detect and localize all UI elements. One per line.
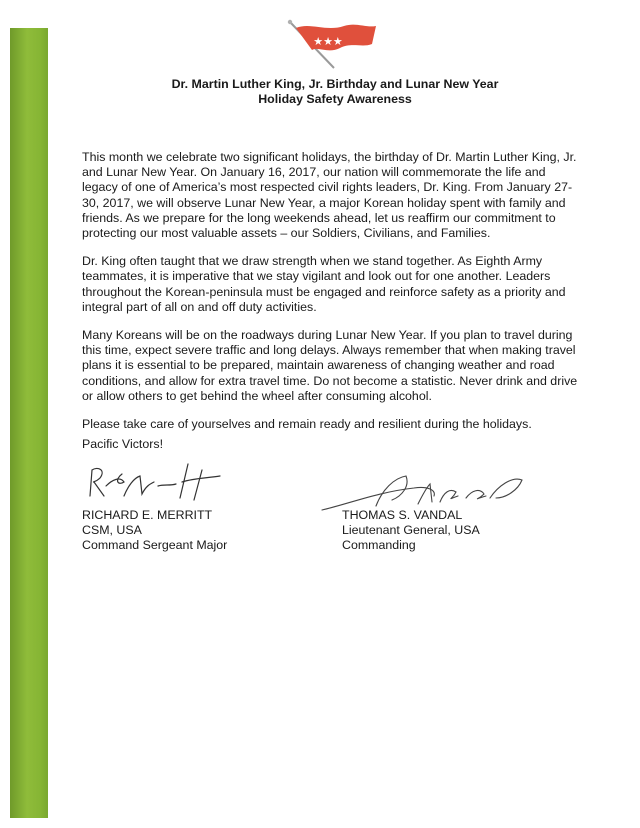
merritt-signature-icon [84,456,224,506]
signatory-name: RICHARD E. MERRITT [82,508,213,522]
title-line-2: Holiday Safety Awareness [258,92,412,106]
signatory-rank: CSM, USA [82,523,142,538]
closing-salutation: Pacific Victors! [82,437,164,451]
signature-block-vandal [342,508,480,554]
paragraph: Dr. King often taught that we draw strength when we stand together. As Eighth Army teammates, it is imperative that we stay vigilant and look out for one another. Leaders throughout the Korean-peninsula must be engaged and reinforce safety as a priority and integral part of all on and off duty activities. [82,254,566,314]
signatory-position: Commanding [342,538,416,553]
decorative-side-bar [10,28,48,818]
signature-block-merritt [82,508,227,554]
signatory-position: Command Sergeant Major [82,538,228,553]
three-star-general-flag-icon [282,18,382,70]
paragraph: Please take care of yourselves and remain ready and resilient during the holidays. [82,417,532,432]
flag-stars: ★★★ [313,35,343,48]
title-line-1: Dr. Martin Luther King, Jr. Birthday and Lunar New Year [171,77,499,91]
letter-body [82,150,582,445]
vandal-signature-icon [318,466,528,514]
page-title [130,77,540,107]
signatory-rank: Lieutenant General, USA [342,523,480,538]
paragraph: This month we celebrate two significant holidays, the birthday of Dr. Martin Luther King, Jr. and Lunar New Year. On January 16, 2017, our nation will commemorate the life and legacy of one of America’s most respected civil rights leaders, Dr. King. From January 27-30, 2017, we will observe Lunar New Year, a major Korean holiday spent with family and friends. As we prepare for the long weekends ahead, let us reaffirm our commitment to protecting our most valuable assets – our Soldiers, Civilians, and Families. [82,150,577,241]
paragraph: Many Koreans will be on the roadways during Lunar New Year. If you plan to travel during this time, expect severe traffic and long delays. Always remember that when making travel plans it is essential to be prepared, maintain awareness of changing weather and road conditions, and allow for extra travel time. Do not become a statistic. Never drink and drive or allow others to get behind the wheel after consuming alcohol. [82,328,578,403]
signatory-name: THOMAS S. VANDAL [342,508,463,522]
